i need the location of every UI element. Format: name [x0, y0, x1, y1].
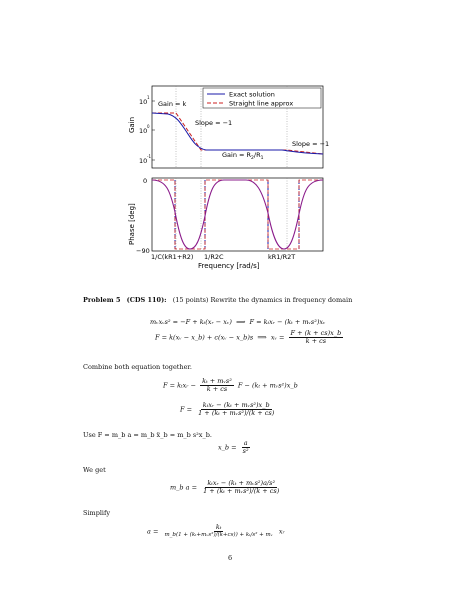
phase-ytick-0: 0	[143, 177, 148, 185]
phase-xtick-2: 1/R2C	[204, 253, 224, 261]
eq3-tail: F − (kₜ + mᵥs²)x_b	[237, 381, 298, 390]
gain-ylabel: Gain	[128, 116, 136, 133]
phase-exact-line	[152, 180, 323, 249]
eq2-lhs: F = k(xᵥ − x_b) + c(xᵥ − x_b)s	[155, 333, 254, 342]
eq7-numerator: kₜ	[215, 523, 222, 531]
page-number: 6	[228, 554, 233, 562]
eq2-denominator: k + cs	[305, 337, 327, 345]
annotation-slope-1: Slope = −1	[195, 119, 233, 127]
eq5-fraction	[241, 440, 251, 455]
annotation-slope-2: Slope = −1	[292, 140, 330, 148]
eq3-numerator: kₜ + mᵥs²	[202, 377, 232, 385]
gain-ytick-1-exp: 1	[147, 95, 150, 100]
eq5-numerator: a	[243, 439, 248, 447]
phase-xtick-1: 1/C(kR1+R2)	[151, 253, 194, 261]
equation-5	[218, 440, 253, 455]
gain-ytick-0-exp: 0	[147, 124, 150, 129]
eq3-fraction	[200, 378, 234, 393]
gain-ytick-1: 10	[139, 98, 148, 106]
eq2-rhs-lead: xᵥ =	[270, 333, 285, 342]
problem-course: (CDS 110):	[126, 296, 167, 304]
eq7-fraction	[162, 524, 274, 539]
eq3-denominator: k + cs	[206, 385, 228, 393]
eq2-numerator: F + (k + cs)x_b	[290, 329, 342, 337]
eq2-arrow: ⟹	[257, 333, 267, 342]
gain-ytick-m1-exp: -1	[147, 154, 151, 159]
equation-2	[155, 330, 345, 345]
eq1-lhs: mᵥxᵥs² = −F + kₜ(xᵣ − xᵥ)	[150, 318, 232, 326]
phase-ylabel: Phase [deg]	[128, 203, 136, 245]
combine-text: Combine both equation together.	[83, 363, 192, 371]
equation-1	[150, 318, 325, 326]
phase-plot-frame	[152, 178, 323, 251]
phase-approx-line	[152, 180, 323, 249]
eq3-lead: F = kₜxᵣ −	[163, 381, 197, 390]
problem-heading	[83, 296, 383, 304]
eq4-fraction	[196, 402, 276, 417]
phase-xlabel: Frequency [rad/s]	[198, 262, 260, 270]
problem-number: Problem 5	[83, 296, 121, 304]
we-get-text: We get	[83, 466, 106, 474]
eq6-fraction	[201, 480, 281, 495]
phase-plot	[128, 177, 323, 270]
gain-ytick-m1: 10	[139, 157, 148, 165]
eq4-denominator: 1 + (kₜ + mᵥs²)/(k + cs)	[198, 409, 275, 417]
eq4-lead: F =	[180, 405, 193, 414]
eq6-numerator: kₜxᵣ − (kₜ + mᵥs²)a/s²	[207, 479, 276, 487]
annotation-gain-k: Gain = k	[158, 100, 187, 108]
equation-4	[180, 402, 278, 417]
annotation-gain-r: Gain = $R_2/R_1$	[222, 151, 264, 161]
eq2-fraction	[289, 330, 344, 345]
eq7-tail: xᵣ	[278, 527, 285, 536]
eq1-arrow: ⟹	[236, 318, 246, 326]
eq5-lead: x_b =	[218, 443, 237, 452]
use-line: Use F = m_b a = m_b ẍ_b = m_b s²x_b.	[83, 431, 212, 439]
eq7-denominator: m_b(1 + (kₜ+mᵥs²)/(k+cs)) + kₜ/s² + mᵥ	[164, 532, 273, 538]
eq7-lead: a =	[147, 527, 159, 536]
problem-prompt: (15 points) Rewrite the dynamics in frequency domain	[172, 296, 353, 304]
eq6-lead: m_b a =	[170, 483, 198, 492]
eq5-denominator: s²	[242, 447, 249, 455]
gain-plot	[128, 86, 329, 168]
equation-7	[147, 524, 285, 539]
phase-xtick-3: kR1/R2T	[268, 253, 296, 261]
eq1-rhs: F = kₜxᵣ − (kₜ + mᵥs²)xᵥ	[249, 318, 326, 326]
equation-3	[163, 378, 298, 393]
phase-ytick-m90: −90	[136, 247, 150, 255]
equation-6	[170, 480, 283, 495]
legend-exact-label: Exact solution	[229, 90, 275, 99]
simplify-text: Simplify	[83, 509, 111, 517]
legend-approx-label: Straight line approx	[229, 99, 294, 108]
gain-ytick-0: 10	[139, 127, 148, 135]
eq6-denominator: 1 + (kₜ + mᵥs²)/(k + cs)	[203, 487, 280, 495]
legend	[203, 88, 321, 108]
eq4-numerator: kₜxᵣ − (kₜ + mᵥs²)x_b	[202, 401, 270, 409]
